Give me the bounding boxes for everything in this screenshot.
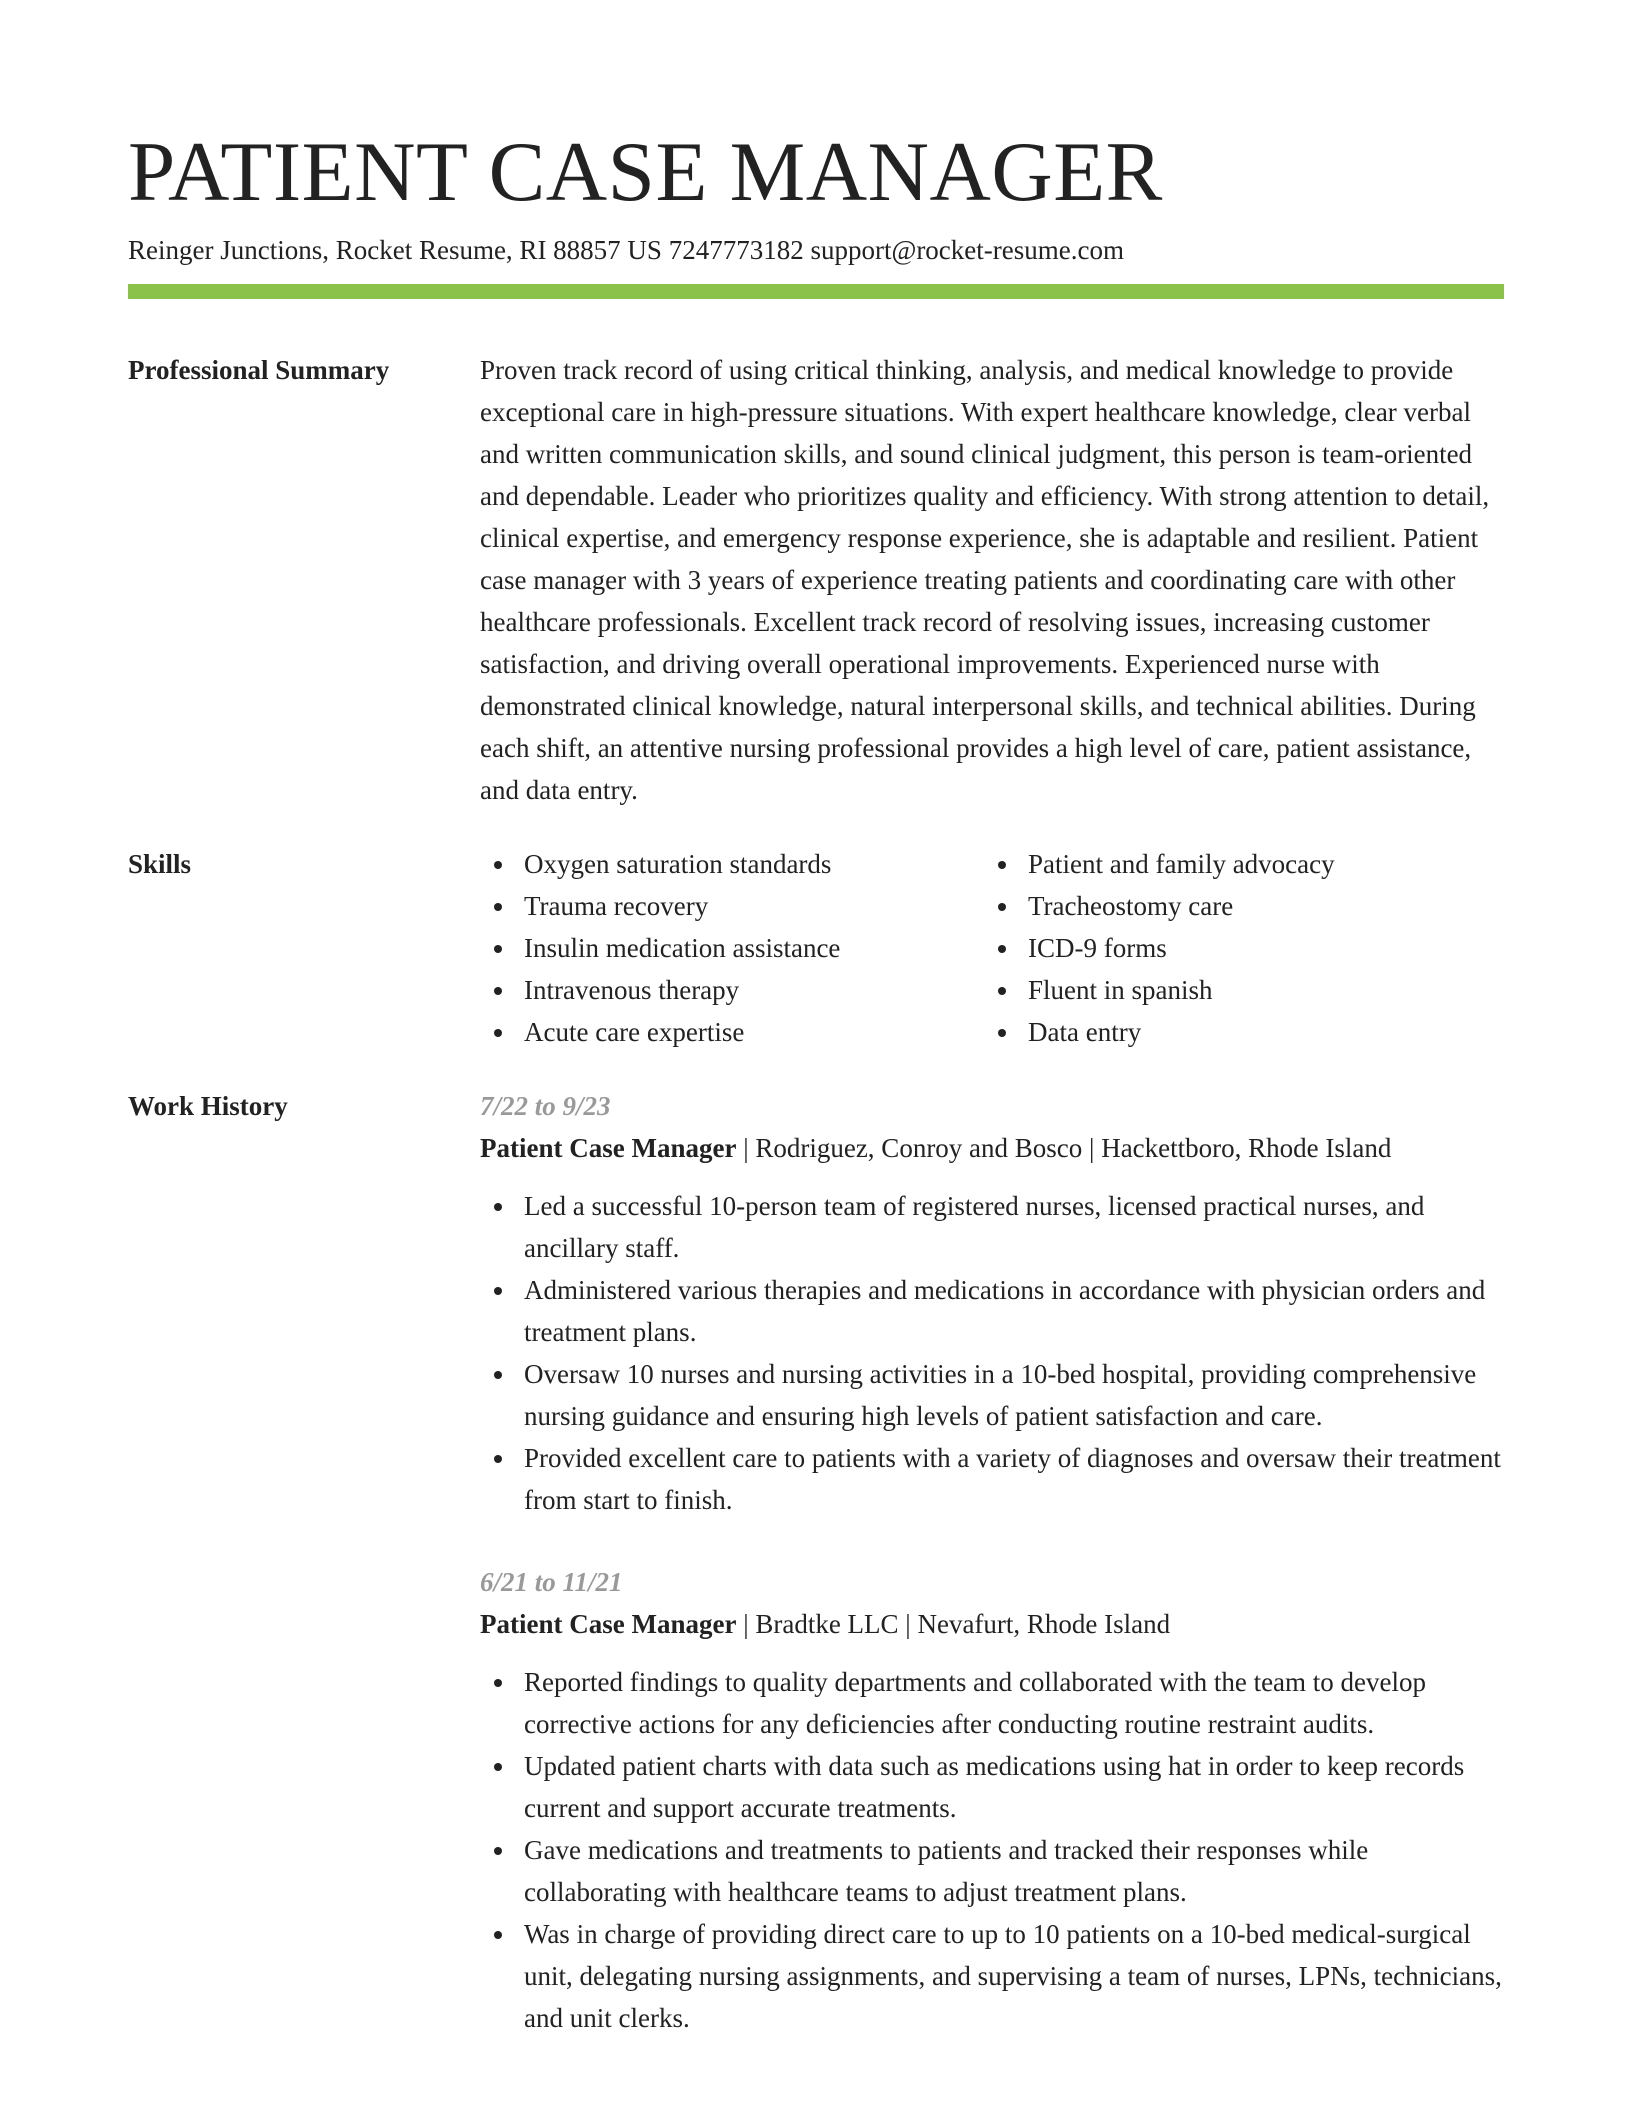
job-duties — [480, 1661, 1504, 2039]
skill-item: Oxygen saturation standards — [480, 843, 984, 885]
duty-item: Provided excellent care to patients with a variety of diagnoses and oversaw their treatment from start to finish. — [480, 1437, 1504, 1521]
job-entry — [480, 1085, 1504, 1521]
job-heading — [480, 1603, 1504, 1645]
skill-item: Trauma recovery — [480, 885, 984, 927]
section-label-summary: Professional Summary — [128, 355, 390, 385]
job-title: Patient Case Manager — [480, 1133, 737, 1163]
section-label-work: Work History — [128, 1091, 288, 1121]
work-history — [480, 1085, 1504, 2039]
contact-email: support@rocket-resume.com — [810, 235, 1124, 265]
skills-column-left — [480, 843, 984, 1053]
duty-item: Was in charge of providing direct care to up to 10 patients on a 10-bed medical-surgical unit, delegating nursing assignments, and supervising a team of nurses, LPNs, technicians, and unit clerks. — [480, 1913, 1504, 2039]
duty-item: Led a successful 10-person team of registered nurses, licensed practical nurses, and ancillary staff. — [480, 1185, 1504, 1269]
skill-item: Tracheostomy care — [984, 885, 1488, 927]
duty-item: Oversaw 10 nurses and nursing activities in a 10-bed hospital, providing comprehensive nursing guidance and ensuring high levels of patient satisfaction and care. — [480, 1353, 1504, 1437]
contact-line — [128, 232, 1124, 268]
job-entry — [480, 1561, 1504, 2039]
duty-item: Updated patient charts with data such as medications using hat in order to keep records current and support accurate treatments. — [480, 1745, 1504, 1829]
skills-list — [480, 843, 1504, 1053]
job-duties — [480, 1185, 1504, 1521]
skill-item: Patient and family advocacy — [984, 843, 1488, 885]
contact-phone: 7247773182 — [668, 235, 804, 265]
job-dates: 7/22 to 9/23 — [480, 1091, 611, 1121]
skill-item: Intravenous therapy — [480, 969, 984, 1011]
job-employer: | Bradtke LLC | Nevafurt, Rhode Island — [736, 1609, 1171, 1639]
skill-item: Fluent in spanish — [984, 969, 1488, 1011]
job-title: Patient Case Manager — [480, 1609, 737, 1639]
duty-item: Administered various therapies and medications in accordance with physician orders and treatment plans. — [480, 1269, 1504, 1353]
resume-title: PATIENT CASE MANAGER — [128, 125, 1163, 219]
section-label-skills: Skills — [128, 849, 192, 879]
job-heading — [480, 1127, 1504, 1169]
duty-item: Reported findings to quality departments and collaborated with the team to develop corrective actions for any deficiencies after conducting routine restraint audits. — [480, 1661, 1504, 1745]
summary-text: Proven track record of using critical thinking, analysis, and medical knowledge to provide exceptional care in high-pressure situations. With expert healthcare knowledge, clear verbal and written communication skills, and sound clinical judgment, this person is team-oriented and dependable. Leader who prioritizes quality and efficiency. With strong attention to detail, clinical expertise, and emergency response experience, she is adaptable and resilient. Patient case manager with 3 years of experience treating patients and coordinating care with other healthcare professionals. Excellent track record of resolving issues, increasing customer satisfaction, and driving overall operational improvements. Experienced nurse with demonstrated clinical knowledge, natural interpersonal skills, and technical abilities. During each shift, an attentive nursing professional provides a high level of care, patient assistance, and data entry. — [480, 355, 1490, 805]
skill-item: Insulin medication assistance — [480, 927, 984, 969]
job-dates: 6/21 to 11/21 — [480, 1567, 623, 1597]
skill-item: Acute care expertise — [480, 1011, 984, 1053]
skill-item: Data entry — [984, 1011, 1488, 1053]
job-employer: | Rodriguez, Conroy and Bosco | Hackettboro, Rhode Island — [736, 1133, 1392, 1163]
skill-item: ICD-9 forms — [984, 927, 1488, 969]
contact-address: Reinger Junctions, Rocket Resume, RI 88857 US — [128, 235, 662, 265]
skills-column-right — [984, 843, 1488, 1053]
duty-item: Gave medications and treatments to patients and tracked their responses while collaborating with healthcare teams to adjust treatment plans. — [480, 1829, 1504, 1913]
header-divider — [128, 284, 1504, 299]
